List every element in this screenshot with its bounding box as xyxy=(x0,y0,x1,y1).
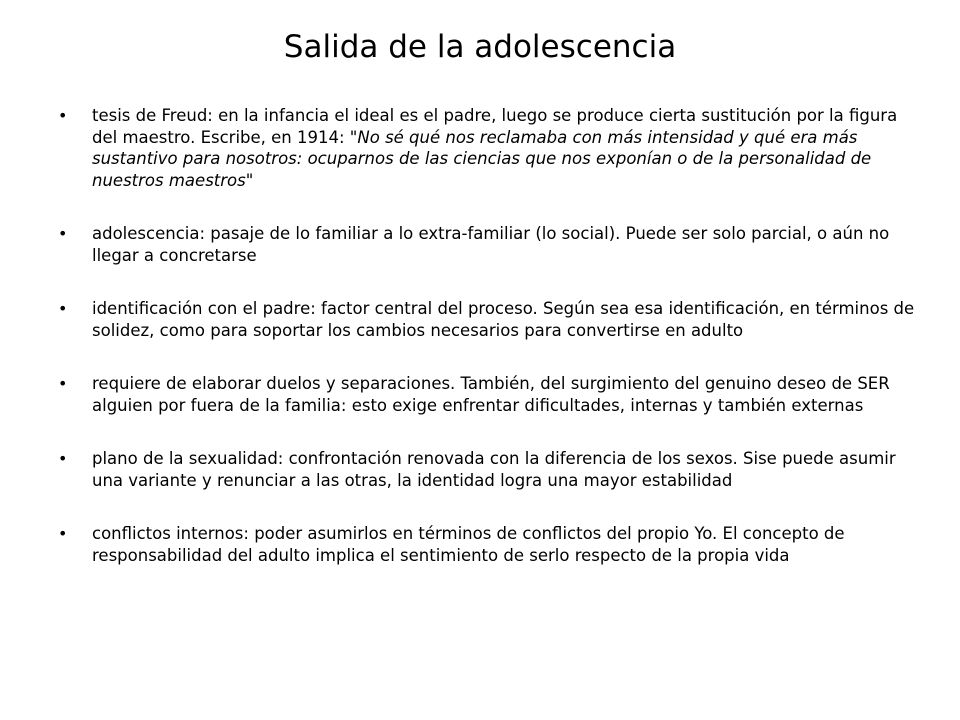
bullet-text: plano de la sexualidad: confrontación renovada con la diferencia de los sexos. Sise puede asumir una variante y renunciar a las otras, la identidad logra una mayor estabilidad xyxy=(92,449,896,490)
bullet-list xyxy=(58,105,918,598)
bullet-dot-icon: • xyxy=(58,299,68,318)
bullet-item xyxy=(58,105,918,191)
slide-title: Salida de la adolescencia xyxy=(283,29,677,65)
bullet-item xyxy=(58,223,918,266)
bullet-text: requiere de elaborar duelos y separaciones. También, del surgimiento del genuino deseo de SER alguien por fuera de la familia: esto exige enfrentar dificultades, internas y también externas xyxy=(92,374,890,415)
bullet-dot-icon: • xyxy=(58,224,68,243)
bullet-text: conflictos internos: poder asumirlos en términos de conflictos del propio Yo. El concepto de responsabilidad del adulto implica el sentimiento de serlo respecto de la propia vida xyxy=(92,524,845,565)
bullet-item xyxy=(58,523,918,566)
bullet-quote: "No sé qué nos reclamaba con más intensidad y qué era más sustantivo para nosotros: ocuparnos de las ciencias que nos exponían o de la personalidad de nuestros maestros" xyxy=(92,127,872,190)
bullet-dot-icon: • xyxy=(58,106,68,125)
bullet-text: identificación con el padre: factor central del proceso. Según sea esa identificación, en términos de solidez, como para soportar los cambios necesarios para convertirse en adulto xyxy=(92,299,915,340)
bullet-text: adolescencia: pasaje de lo familiar a lo extra-familiar (lo social). Puede ser solo parcial, o aún no llegar a concretarse xyxy=(92,224,890,265)
bullet-item xyxy=(58,448,918,491)
bullet-text: tesis de Freud: en la infancia el ideal es el padre, luego se produce cierta sustitución por la figura del maestro. Escribe, en 1914: xyxy=(92,106,898,147)
bullet-item xyxy=(58,298,918,341)
bullet-item xyxy=(58,373,918,416)
bullet-dot-icon: • xyxy=(58,374,68,393)
bullet-dot-icon: • xyxy=(58,524,68,543)
bullet-dot-icon: • xyxy=(58,449,68,468)
